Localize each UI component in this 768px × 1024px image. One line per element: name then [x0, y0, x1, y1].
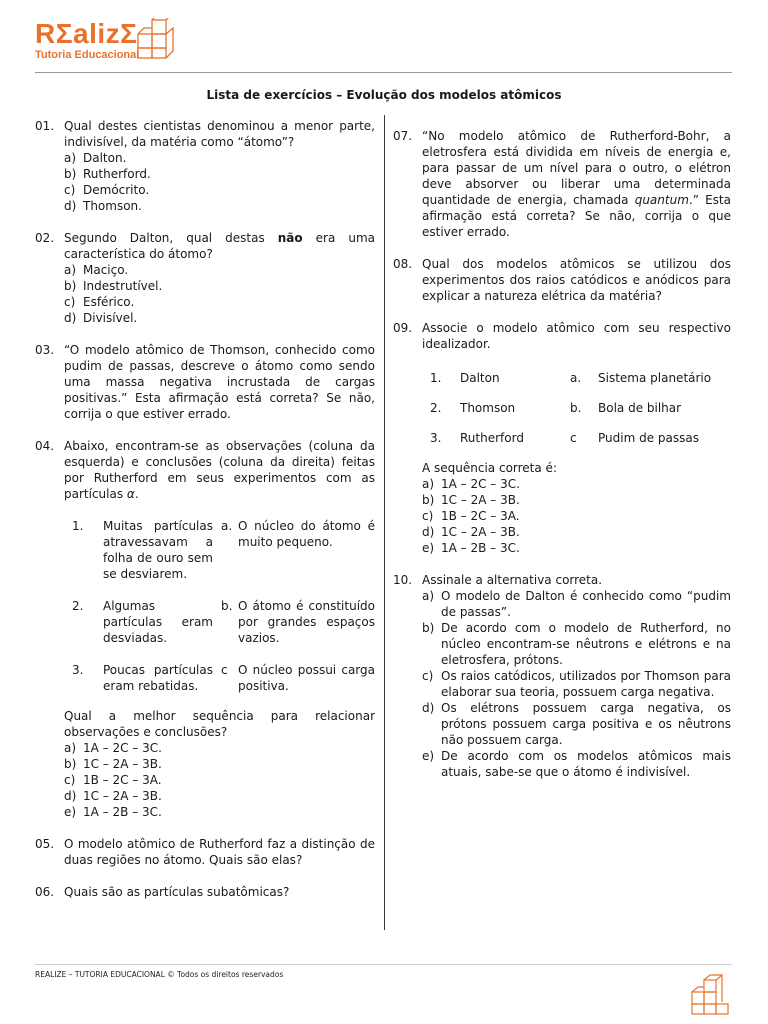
option-text: Os elétrons possuem carga negativa, os prótons possuem carga positiva e os nêutrons não possuem carga. — [441, 701, 731, 747]
scientist-name: Rutherford — [460, 431, 524, 445]
observation-text: Muitas partículas atravessavam a folha de ouro sem se desviarem. — [103, 519, 213, 581]
option-text: Maciço. — [83, 263, 129, 277]
association-table — [430, 370, 731, 446]
option-letter: d) — [64, 789, 77, 803]
option — [64, 182, 375, 198]
question-stem: “O modelo atômico de Thomson, conhecido como pudim de passas, descreve o átomo como sendo uma massa negativa incrustada de cargas positivas.” Esta afirmação está correta? Se não, corrija o que estiver errado. — [64, 343, 375, 421]
option — [422, 668, 731, 700]
stem-part: .” Esta afirmação está correta? Se não, corrija o que estiver errado. — [422, 193, 731, 239]
observations-table — [72, 518, 375, 694]
row-number: 2. — [430, 401, 442, 415]
conclusion-text: O núcleo do átomo é muito pequeno. — [238, 519, 375, 549]
option-text: 1C – 2A – 3B. — [441, 525, 520, 539]
observation-text: Poucas partículas eram rebatidas. — [103, 663, 213, 693]
question-stem: O modelo atômico de Rutherford faz a distinção de duas regiões no átomo. Quais são elas? — [64, 837, 375, 867]
question-stem: Quais são as partículas subatômicas? — [64, 885, 290, 899]
option — [422, 492, 731, 508]
option-letter: a) — [64, 263, 77, 277]
option-text: Divisível. — [83, 311, 138, 325]
question-08 — [393, 256, 731, 304]
stem-part: era uma característica do átomo? — [64, 231, 375, 261]
option — [422, 540, 731, 556]
brand-subtitle: Tutoria Educacional — [35, 49, 140, 61]
option-text: 1C – 2A – 3B. — [83, 757, 162, 771]
option-letter: c) — [422, 509, 434, 523]
conclusion-letter: a. — [221, 519, 233, 533]
question-02 — [35, 230, 375, 326]
observation-text: Algumas partículas eram desviadas. — [103, 599, 213, 645]
option-letter: e) — [422, 541, 435, 555]
option-text: Dalton. — [83, 151, 127, 165]
page-header — [35, 16, 735, 72]
question-number: 07. — [393, 129, 413, 143]
model-letter: a. — [570, 371, 582, 385]
question-09 — [393, 320, 731, 556]
row-number: 3. — [430, 431, 442, 445]
footer-copyright: REALIZE – TUTORIA EDUCACIONAL © Todos os direitos reservados — [35, 970, 284, 979]
option-letter: a) — [64, 741, 77, 755]
question-number: 08. — [393, 257, 413, 271]
option-text: Esférico. — [83, 295, 135, 309]
option-text: 1A – 2B – 3C. — [441, 541, 520, 555]
option-letter: d) — [64, 199, 77, 213]
option-letter: d) — [64, 311, 77, 325]
option — [64, 166, 375, 182]
question-stem — [64, 438, 375, 502]
option-text: Indestrutível. — [83, 279, 163, 293]
stem-part: Segundo Dalton, qual destas — [64, 231, 278, 245]
option-text: O modelo de Dalton é conhecido como “pudim de passas”. — [441, 589, 731, 619]
conclusion-text: O núcleo possui carga positiva. — [238, 663, 375, 693]
footer-divider — [35, 964, 732, 965]
question-prompt: Qual a melhor sequência para relacionar observações e conclusões? — [64, 709, 375, 739]
option — [64, 804, 375, 820]
option — [64, 198, 375, 214]
scientist-name: Thomson — [460, 401, 516, 415]
option-letter: e) — [422, 749, 435, 763]
option-text: Demócrito. — [83, 183, 150, 197]
stem-italic: quantum — [634, 193, 689, 207]
option-text: 1A – 2C – 3C. — [441, 477, 520, 491]
conclusion-letter: b. — [221, 599, 233, 613]
option-text: Os raios catódicos, utilizados por Thomson para elaborar sua teoria, possuem carga negativa. — [441, 669, 731, 699]
option — [64, 278, 375, 294]
option-letter: a) — [64, 151, 77, 165]
row-number: 3. — [72, 663, 84, 677]
option-letter: b) — [64, 757, 77, 771]
question-number: 06. — [35, 885, 55, 899]
option-text: 1A – 2B – 3C. — [83, 805, 162, 819]
cubes-logo-icon — [135, 18, 179, 60]
question-07 — [393, 128, 731, 240]
cubes-footer-icon — [688, 972, 732, 1016]
question-stem — [64, 230, 375, 262]
option — [64, 772, 375, 788]
option-text: 1A – 2C – 3C. — [83, 741, 162, 755]
right-column — [393, 118, 731, 796]
option-letter: b) — [64, 167, 77, 181]
question-10 — [393, 572, 731, 780]
option — [422, 524, 731, 540]
column-divider — [384, 115, 385, 930]
option — [422, 700, 731, 748]
model-letter: c — [570, 431, 577, 445]
stem-part: Abaixo, encontram-se as observações (coluna da esquerda) e conclusões (coluna da direita) feitas por Rutherford em seus experimentos com as partículas — [64, 439, 375, 501]
question-01 — [35, 118, 375, 214]
alpha-symbol: α — [126, 487, 135, 501]
option-text: Rutherford. — [83, 167, 151, 181]
scientist-name: Dalton — [460, 371, 500, 385]
model-name: Bola de bilhar — [598, 401, 682, 415]
option-letter: c) — [64, 295, 76, 309]
question-number: 02. — [35, 231, 55, 245]
option — [64, 262, 375, 278]
option — [64, 756, 375, 772]
question-number: 01. — [35, 119, 55, 133]
model-letter: b. — [570, 401, 582, 415]
question-stem: Associe o modelo atômico com seu respectivo idealizador. — [422, 321, 731, 351]
question-04 — [35, 438, 375, 820]
option-letter: c) — [64, 183, 76, 197]
option-text: Thomson. — [83, 199, 142, 213]
question-stem: Qual dos modelos atômicos se utilizou dos experimentos dos raios catódicos e anódicos para explicar a natureza elétrica da matéria? — [422, 257, 731, 303]
option-letter: a) — [422, 477, 435, 491]
option-letter: b) — [64, 279, 77, 293]
option-letter: b) — [422, 493, 435, 507]
option-text: 1B – 2C – 3A. — [83, 773, 162, 787]
question-03 — [35, 342, 375, 422]
question-number: 05. — [35, 837, 55, 851]
option — [422, 588, 731, 620]
brand-logo — [35, 20, 139, 61]
question-number: 09. — [393, 321, 413, 335]
stem-part: . — [134, 487, 139, 501]
conclusion-text: O átomo é constituído por grandes espaços vazios. — [238, 599, 375, 645]
option — [64, 310, 375, 326]
row-number: 1. — [72, 519, 84, 533]
option-letter: e) — [64, 805, 77, 819]
question-number: 04. — [35, 439, 55, 453]
row-number: 1. — [430, 371, 442, 385]
conclusion-letter: c — [221, 663, 228, 677]
option-letter: d) — [422, 701, 435, 715]
option — [422, 620, 731, 668]
option-text: De acordo com o modelo de Rutherford, no núcleo encontram-se nêutrons e elétrons e na eletrosfera, prótons. — [441, 621, 731, 667]
option-letter: c) — [64, 773, 76, 787]
option — [422, 748, 731, 780]
option-text: De acordo com os modelos atômicos mais atuais, sabe-se que o átomo é indivisível. — [441, 749, 731, 779]
option-letter: c) — [422, 669, 434, 683]
model-name: Sistema planetário — [598, 371, 712, 385]
option-letter: d) — [422, 525, 435, 539]
question-06 — [35, 884, 375, 900]
header-divider — [35, 72, 732, 73]
option — [64, 150, 375, 166]
option — [64, 740, 375, 756]
stem-emphasis: não — [277, 231, 303, 245]
brand-name: RΣalizΣ — [35, 18, 138, 49]
option — [422, 476, 731, 492]
question-number: 03. — [35, 343, 55, 357]
left-column — [35, 118, 375, 916]
row-number: 2. — [72, 599, 84, 613]
question-stem — [422, 128, 731, 240]
page-title: Lista de exercícios – Evolução dos modelos atômicos — [206, 88, 562, 102]
question-prompt: A sequência correta é: — [422, 461, 557, 475]
option-text: 1B – 2C – 3A. — [441, 509, 520, 523]
option — [422, 508, 731, 524]
model-name: Pudim de passas — [598, 431, 699, 445]
option-letter: b) — [422, 621, 435, 635]
stem-part: “No modelo atômico de Rutherford-Bohr, a eletrosfera está dividida em níveis de energia e, para passar de um nível para o outro, o elétron deve absorver ou liberar uma determinada quantidade de energia, chamada — [422, 129, 731, 207]
option-text: 1C – 2A – 3B. — [83, 789, 162, 803]
question-stem: Qual destes cientistas denominou a menor parte, indivisível, da matéria como “átomo”? — [64, 119, 375, 149]
option — [64, 294, 375, 310]
question-number: 10. — [393, 573, 413, 587]
question-05 — [35, 836, 375, 868]
option-text: 1C – 2A – 3B. — [441, 493, 520, 507]
option-letter: a) — [422, 589, 435, 603]
option — [64, 788, 375, 804]
question-stem: Assinale a alternativa correta. — [422, 573, 603, 587]
